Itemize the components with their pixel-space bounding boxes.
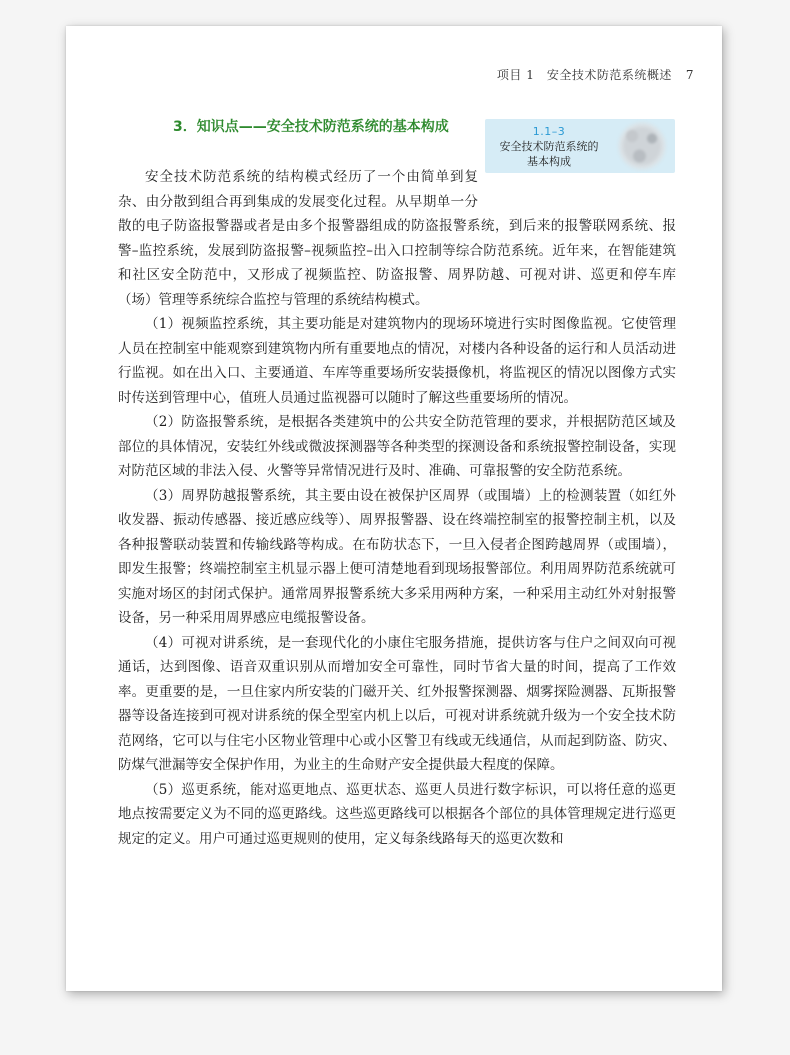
resource-label-line2: 基本构成 [527, 155, 571, 168]
paragraph-intro: 安全技术防范系统的结构模式经历了一个由简单到复杂、由分散到组合再到集成的发展变化过程。从早期单一分散的电子防盗报警器或者是由多个报警器组成的防盗报警系统，到后来的报警联网系统、报警–监控系统，发展到防盗报警–视频监控–出入口控制等综合防范系统。近年来，在智能建筑和社区安全防范中，又形成了视频监控、防盗报警、周界防越、可视对讲、巡更和停车库（场）管理等系统综合监控与管理的系统结构模式。 [118, 169, 676, 308]
running-title: 项目 1 安全技术防范系统概述 [496, 68, 672, 82]
book-page [66, 26, 722, 991]
resource-label-line1: 安全技术防范系统的 [499, 140, 599, 153]
resource-code: 1.1–3 [532, 125, 566, 138]
page-number: 7 [685, 68, 694, 82]
body-text [118, 165, 676, 851]
paragraph-burglar-alarm: （2）防盗报警系统，是根据各类建筑中的公共安全防范管理的要求，并根据防范区域及部位的具体情况，安装红外线或微波探测器等各种类型的探测设备和系统报警控制设备，实现对防范区域的非法入侵、火警等异常情况进行及时、准确、可靠报警的安全防范系统。 [118, 414, 676, 479]
paragraph-perimeter-alarm: （3）周界防越报警系统，其主要由设在被保护区周界（或围墙）上的检测装置（如红外收发器、振动传感器、接近感应线等）、周界报警器、设在终端控制室的报警控制主机，以及各种报警联动装置和传输线路等构成。在布防状态下，一旦入侵者企图跨越周界（或围墙），即发生报警；终端控制室主机显示器上便可清楚地看到现场报警部位。利用周界防范系统就可实施对场区的封闭式保护。通常周界报警系统大多采用两种方案，一种采用主动红外对射报警设备，另一种采用周界感应电缆报警设备。 [118, 487, 676, 626]
paragraph-video-surveillance: （1）视频监控系统，其主要功能是对建筑物内的现场环境进行实时图像监视。它使管理人员在控制室中能观察到建筑物内所有重要地点的情况，对楼内各种设备的运行和人员活动进行监视。如在出入口、主要通道、车库等重要场所安装摄像机，将监视区的情况以图像方式实时传送到管理中心，值班人员通过监视器可以随时了解这些重要场所的情况。 [118, 316, 676, 406]
paragraph-patrol-system: （5）巡更系统，能对巡更地点、巡更状态、巡更人员进行数字标识，可以将任意的巡更地点按需要定义为不同的巡更路线。这些巡更路线可以根据各个部位的具体管理规定进行巡更规定的定义。用户可通过巡更规则的使用，定义每条线路每天的巡更次数和 [118, 781, 676, 847]
running-header [497, 66, 694, 83]
qr-code-icon[interactable] [617, 121, 667, 171]
section-heading: 3．知识点——安全技术防范系统的基本构成 [173, 119, 449, 135]
paragraph-video-intercom: （4）可视对讲系统，是一套现代化的小康住宅服务措施，提供访客与住户之间双向可视通话，达到图像、语音双重识别从而增加安全可靠性，同时节省大量的时间，提高了工作效率。更重要的是，一旦住家内所安装的门磁开关、红外报警探测器、烟雾探险测器、瓦斯报警器等设备连接到可视对讲系统的保全型室内机上以后，可视对讲系统就升级为一个安全技术防范网络，它可以与住宅小区物业管理中心或小区警卫有线或无线通信，从而起到防盗、防灾、防煤气泄漏等安全保护作用，为业主的生命财产安全提供最大程度的保障。 [118, 634, 676, 773]
